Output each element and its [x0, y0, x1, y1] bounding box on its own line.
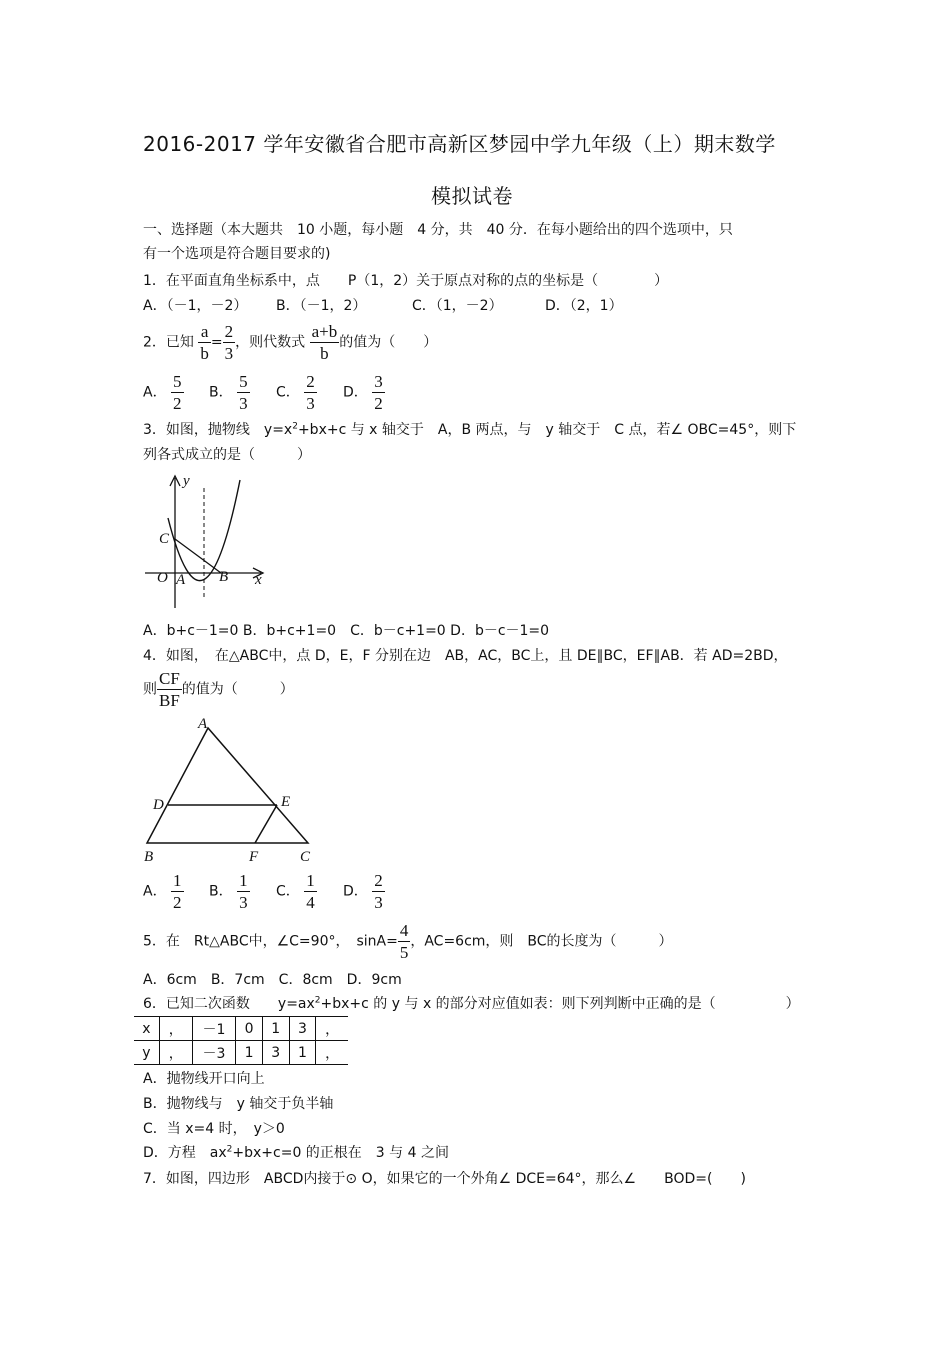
section-heading-line2: 有一个选项是符合题目要求的): [143, 246, 331, 262]
q2-option-c: C． $\frac{2}{3}$: [276, 372, 315, 413]
q6-option-b: B．抛物线与 y 轴交于负半轴: [143, 1096, 334, 1112]
q3-label-b: B: [219, 569, 229, 585]
q2-option-b: B． $\frac{5}{3}$: [209, 372, 248, 413]
q2-label: 2．已知: [143, 334, 194, 351]
q6-option-c: C．当 x=4 时， y＞0: [143, 1121, 285, 1137]
q4-label-b: B: [144, 849, 154, 865]
q3-stem: 3．如图，抛物线 $y=x^2+bx+c$ 与 x 轴交于 A，B 两点，与 y 轴交于 C 点，若∠ OBC=45°，则下: [143, 421, 797, 438]
q4-label-c: C: [300, 849, 311, 865]
table-cell: 1: [236, 1041, 263, 1065]
table-cell: 3: [262, 1041, 289, 1065]
q4-option-d: D． $\frac{2}{3}$: [343, 871, 383, 912]
table-row: [134, 1041, 348, 1065]
q5-options: A．6cm B．7cm C．8cm D．9cm: [143, 972, 402, 988]
q2-expression: $\frac{a+b}{b}$: [311, 322, 338, 363]
q4-triangle-figure: [140, 715, 320, 867]
q4-label-d: D: [153, 797, 164, 813]
q4-label-a: A: [198, 716, 208, 732]
q4-option-c: C． $\frac{1}{4}$: [276, 871, 315, 912]
q2-stem: [143, 323, 437, 362]
table-cell: 1: [289, 1041, 316, 1065]
paper-title-line2: 模拟试卷: [431, 184, 513, 208]
q4-stem: 4．如图， 在△ABC中，点 D，E，F 分别在边 AB，AC，BC上，且 DE∥BC，EF∥AB．若 AD=2BD，: [143, 648, 788, 664]
paper-title-line1: 2016-2017 学年安徽省合肥市高新区梦园中学九年级（上）期末数学: [143, 132, 776, 156]
q1-stem: 1．在平面直角坐标系中，点 P（1，2）关于原点对称的点的坐标是（ ）: [143, 273, 669, 289]
table-cell: ，: [316, 1017, 348, 1041]
q2-given-fraction: $\frac{a}{b}$: [200, 322, 209, 363]
q4-label-f: F: [249, 849, 259, 865]
q6-value-table: [134, 1016, 348, 1065]
table-cell: ，: [159, 1017, 192, 1041]
q2-equals: =: [210, 334, 223, 351]
q7-stem: 7．如图，四边形 ABCD内接于⊙ O，如果它的一个外角∠ DCE=64°，那么∠ BOD=( ): [143, 1171, 746, 1187]
table-cell: 3: [289, 1017, 316, 1041]
q6-option-a: A．抛物线开口向上: [143, 1071, 265, 1087]
q2-option-a: A． $\frac{5}{2}$: [143, 372, 182, 413]
q6-option-d: D．方程 $ax^2+bx+c=0$ 的正根在 3 与 4 之间: [143, 1144, 449, 1161]
table-cell: ，: [159, 1041, 192, 1065]
q2-given-value: $\frac{2}{3}$: [224, 322, 234, 363]
q3-options: A．b+c－1=0 B．b+c+1=0 C．b－c+1=0 D．b－c－1=0: [143, 623, 550, 639]
q6-stem: 6．已知二次函数 $y=ax^2+bx+c$ 的 y 与 x 的部分对应值如表：则下列判断中正确的是（ ）: [143, 995, 800, 1012]
table-cell: 1: [262, 1017, 289, 1041]
q2-option-d: D． $\frac{3}{2}$: [343, 372, 383, 413]
table-cell: －3: [192, 1041, 236, 1065]
q4-option-a: A． $\frac{1}{2}$: [143, 871, 182, 912]
q1-option-d: D．（2，1）: [545, 298, 623, 314]
q4-stem-line2: 则 $\frac{CF}{BF}$ 的值为（ ）: [143, 669, 294, 710]
table-cell: x: [134, 1017, 159, 1041]
q3-label-c: C: [159, 531, 170, 547]
q3-label-a: A: [176, 572, 186, 588]
q3-label-o: O: [157, 570, 168, 586]
q3-stem-line2: 列各式成立的是（ ）: [143, 447, 311, 463]
q1-option-a: A．（－1，－2）: [143, 298, 248, 314]
q1-option-c: C．（1，－2）: [412, 298, 503, 314]
q3-parabola-figure: [143, 470, 268, 610]
q1-option-b: B．（－1，2）: [276, 298, 367, 314]
table-cell: ，: [316, 1041, 348, 1065]
q2-tail: 的值为（ ）: [339, 334, 438, 351]
q5-stem: 5．在 Rt△ABC中，∠C=90°， sinA= $\frac{4}{5}$ ，AC=6cm，则 BC的长度为（ ）: [143, 921, 673, 962]
table-cell: 0: [236, 1017, 263, 1041]
q2-mid: ，则代数式: [235, 334, 306, 351]
q4-option-b: B． $\frac{1}{3}$: [209, 871, 248, 912]
table-row: [134, 1017, 348, 1041]
table-cell: －1: [192, 1017, 236, 1041]
q4-label-e: E: [281, 794, 291, 810]
table-cell: y: [134, 1041, 159, 1065]
q3-label-y: y: [183, 473, 190, 489]
q3-label-x: x: [255, 572, 262, 588]
section-heading-line1: 一、选择题（本大题共 10 小题，每小题 4 分，共 40 分．在每小题给出的四个选项中，只: [143, 222, 733, 238]
